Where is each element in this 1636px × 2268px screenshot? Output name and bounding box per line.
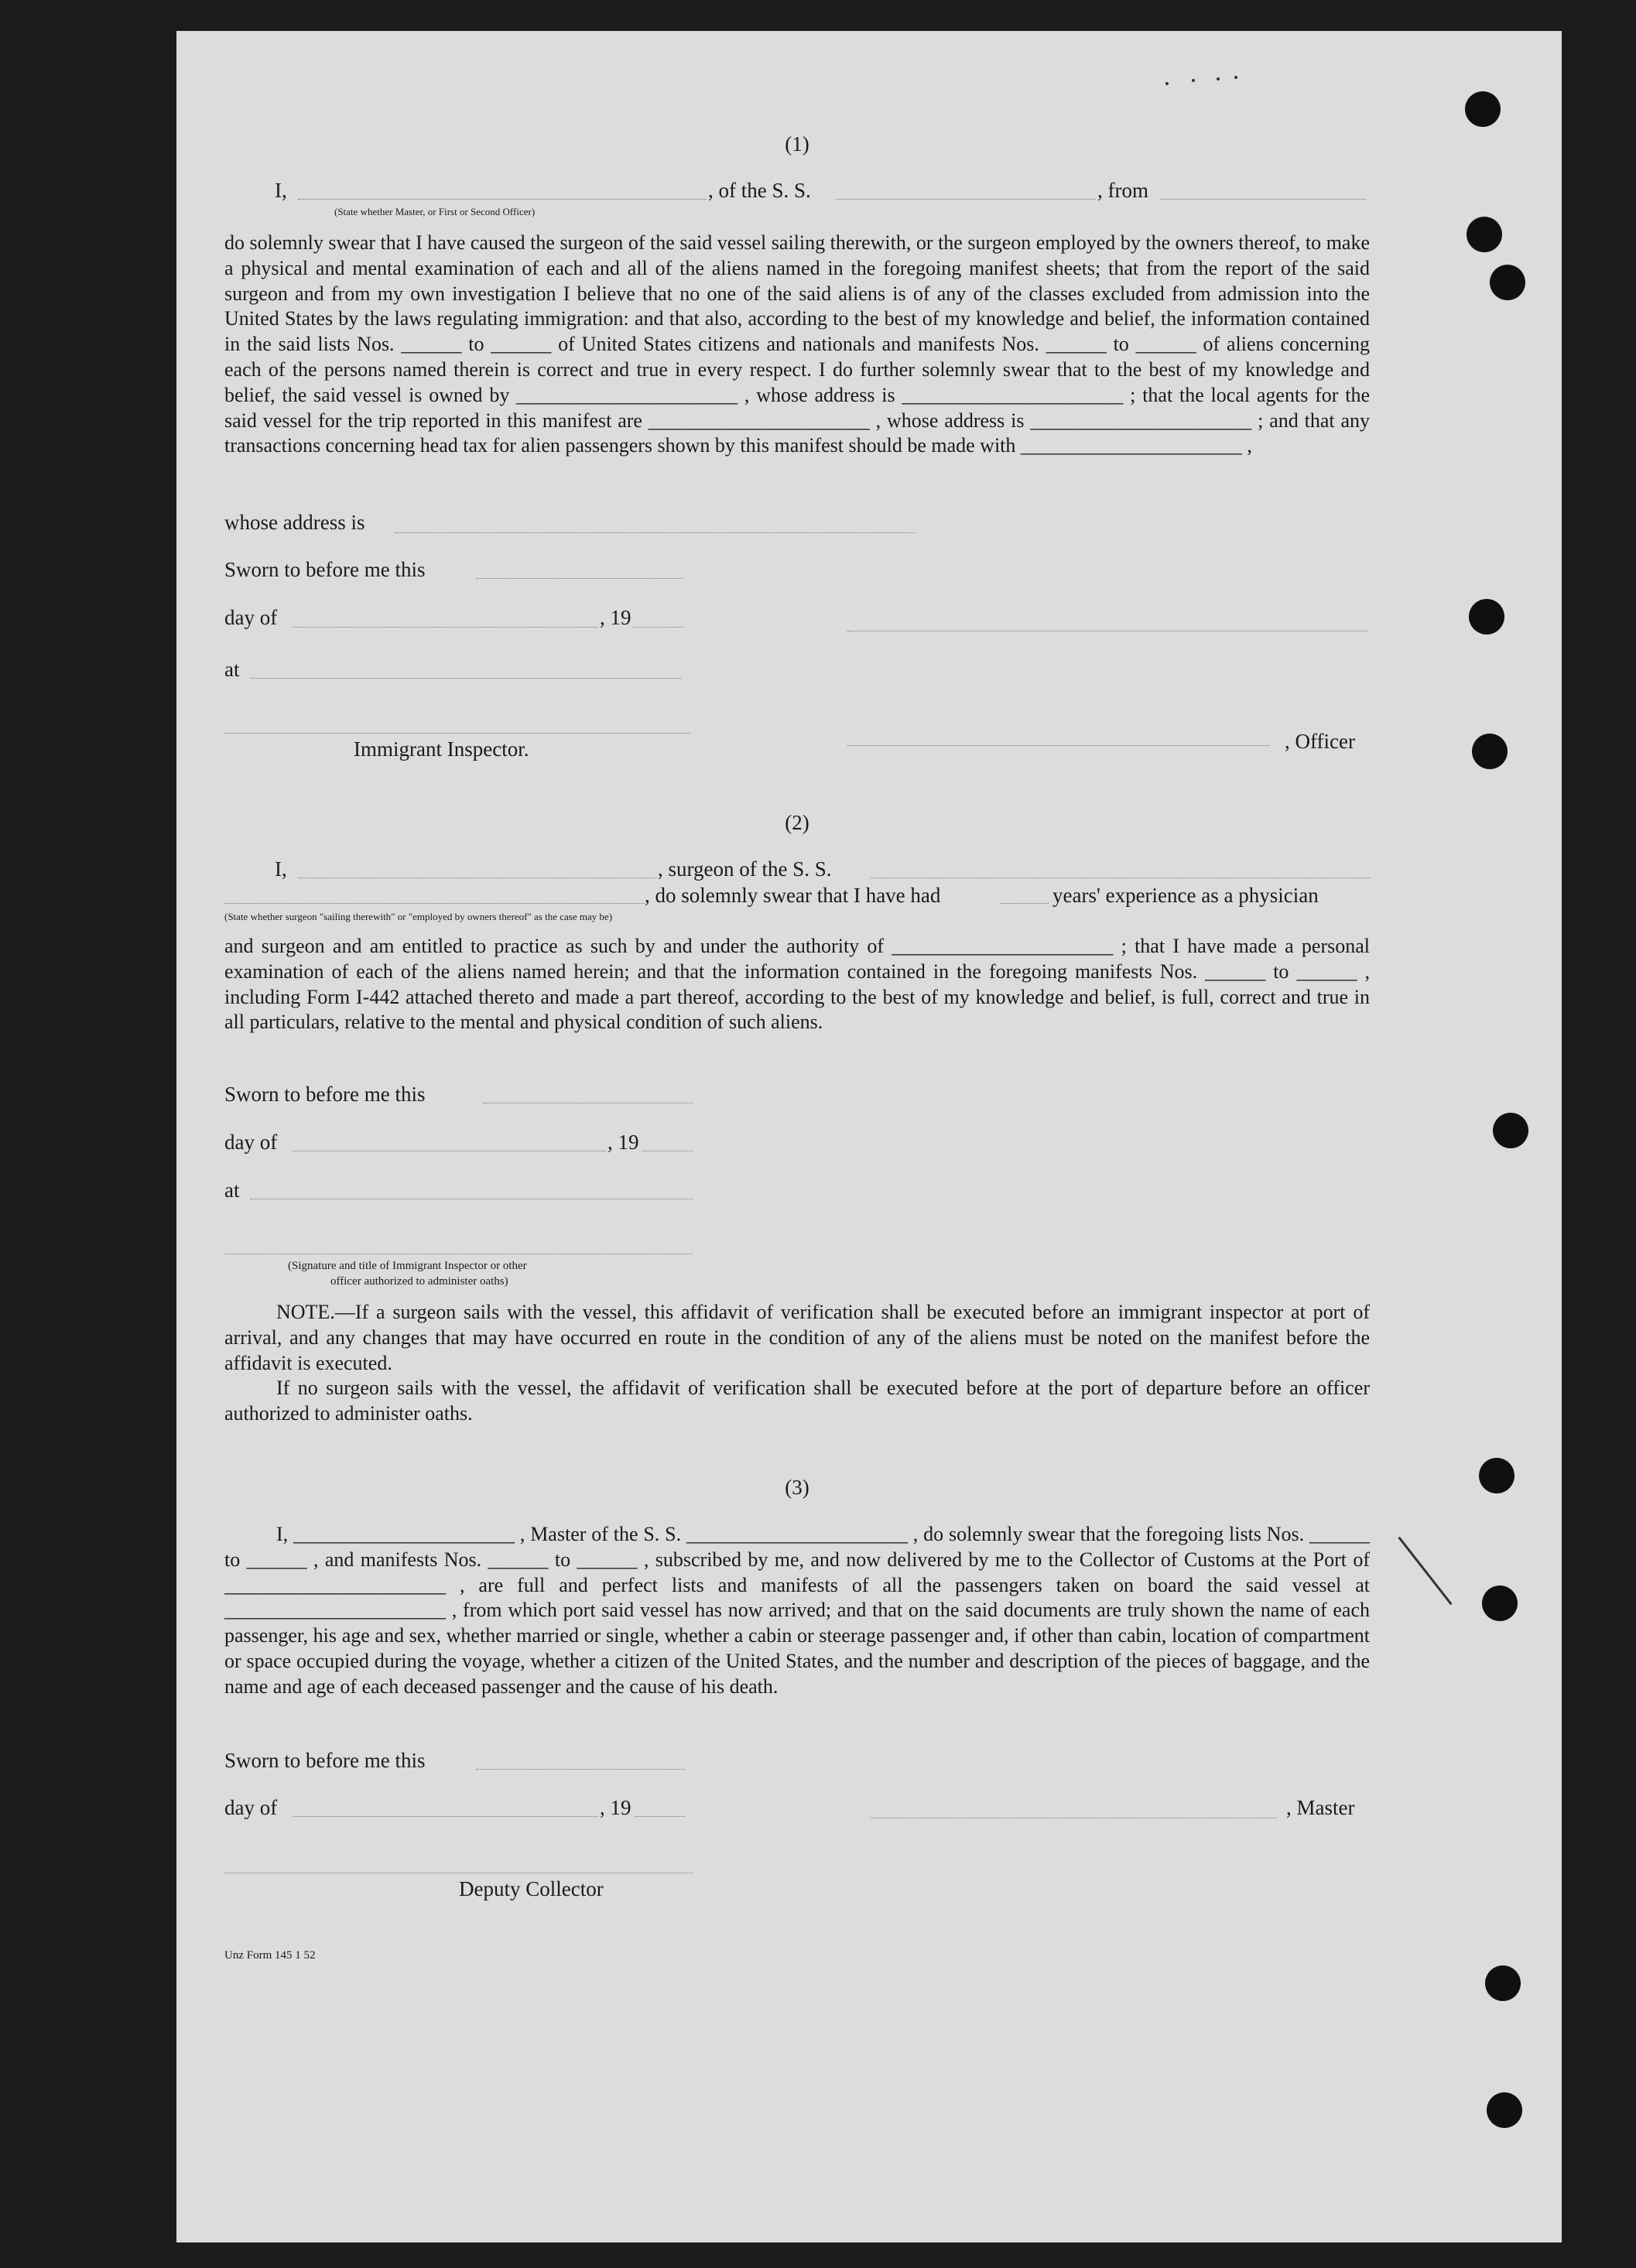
s3-year-label: , 19: [600, 1796, 631, 1819]
form-footer: Unz Form 145 1 52: [224, 1949, 316, 1962]
s2-dayof-label: day of: [224, 1131, 278, 1154]
s2-note-1: NOTE.—If a surgeon sails with the vessel, this affidavit of verification shall be executed before an immigrant inspector at port of arrival, and any changes that may have occurred en route in the condition of any of the aliens must be noted on the manifest before the affidavit is executed.: [224, 1301, 1370, 1374]
s3-body: [224, 1522, 1370, 1700]
s1-from-label: , from: [1097, 179, 1148, 202]
s2-note: [224, 1300, 1370, 1427]
s1-dayof-label: day of: [224, 606, 278, 629]
s1-officer-hint: (State whether Master, or First or Second Officer): [334, 206, 536, 217]
s1-sworn-label: Sworn to before me this: [224, 558, 426, 581]
s2-surgeon-label: , surgeon of the S. S.: [658, 857, 832, 881]
speck-mark: [1217, 77, 1220, 80]
s3-collector-label: Deputy Collector: [459, 1877, 604, 1900]
punch-hole: [1493, 1113, 1528, 1148]
s2-at-label: at: [224, 1178, 240, 1202]
s1-at-label: at: [224, 658, 240, 681]
punch-hole: [1490, 265, 1525, 300]
speck-mark: [1165, 82, 1169, 85]
s2-status-blank[interactable]: [224, 903, 645, 904]
s1-body-last: whose address is: [224, 511, 365, 534]
s1-at-blank[interactable]: [250, 678, 681, 679]
s2-name-blank[interactable]: [298, 877, 656, 878]
s2-note-2: If no surgeon sails with the vessel, the affidavit of verification shall be executed before at the port of departure before an officer authorized to administer oaths.: [224, 1377, 1370, 1425]
section-1-number: (1): [785, 132, 809, 156]
s3-body-text: I, ______________________ , Master of the S. S. ______________________ , do solemnly swear that the foregoing lists Nos. ______ to ______ , and manifests Nos. ______ to ______ , subscribed by me, and now delivered by me to the Collector of Customs at the Port of ______________________ , are full and perfect lists and manifests of all the passengers taken on board the said vessel at ______________________ , from which port said vessel has now arrived; and that on the said documents are truly shown the name of each passenger, his age and sex, whether married or single, whether a cabin or steerage passenger and, if other than cabin, location of compartment or space occupied during the voyage, whether a citizen of the United States, and the number and description of the pieces of baggage, and the name and age of each deceased passenger and the cause of his death.: [224, 1523, 1370, 1698]
s3-sworn-blank[interactable]: [476, 1769, 685, 1770]
s2-ship-blank[interactable]: [871, 877, 1370, 878]
punch-hole: [1485, 1965, 1521, 2001]
s3-sworn-label: Sworn to before me this: [224, 1749, 426, 1772]
s2-sworn-label: Sworn to before me this: [224, 1083, 426, 1106]
s1-of-ss-label: , of the S. S.: [708, 179, 811, 202]
s3-master-label: , Master: [1286, 1796, 1355, 1819]
s1-i-label: I,: [275, 179, 287, 202]
s1-officer-blank[interactable]: [298, 199, 707, 200]
s2-year-label: , 19: [608, 1131, 639, 1154]
punch-hole: [1469, 599, 1504, 635]
s1-day-blank[interactable]: [293, 627, 598, 628]
s3-day-blank[interactable]: [293, 1816, 598, 1817]
punch-hole: [1479, 1458, 1514, 1493]
s1-officer-sign-blank[interactable]: [847, 745, 1269, 746]
section-3-number: (3): [785, 1476, 809, 1499]
s1-inspector-blank[interactable]: [224, 733, 690, 734]
s1-inspector-label: Immigrant Inspector.: [354, 737, 529, 761]
s2-signature-hint-2: officer authorized to administer oaths): [330, 1275, 508, 1288]
s1-ship-blank[interactable]: [836, 199, 1095, 200]
punch-hole: [1465, 91, 1501, 127]
s1-year-blank[interactable]: [633, 627, 683, 628]
speck-mark: [1192, 79, 1195, 82]
s2-body-text: and surgeon and am entitled to practice as such by and under the authority of ______________________ ; that I have made a personal examination of each of the aliens named herein; and that the information contained in the foregoing manifests Nos. ______ to ______ , including Form I-442 attached thereto and made a part thereof, according to the best of my knowledge and belief, is full, correct and true in all particulars, relative to the mental and physical condition of such aliens.: [224, 935, 1370, 1034]
punch-hole: [1487, 2092, 1522, 2128]
s2-signature-hint-1: (Signature and title of Immigrant Inspector or other: [288, 1260, 527, 1272]
section-2-number: (2): [785, 811, 809, 834]
s1-sworn-blank[interactable]: [476, 578, 683, 579]
speck-mark: [1234, 76, 1237, 79]
s2-status-hint: (State whether surgeon "sailing therewith" or "employed by owners thereof" as the case may be): [224, 911, 613, 922]
s1-year-label: , 19: [600, 606, 631, 629]
s1-body-text: do solemnly swear that I have caused the surgeon of the said vessel sailing therewith, or the surgeon employed by the owners thereof, to make a physical and mental examination of each and all of the aliens named in the foregoing manifest sheets; that from the report of the said surgeon and from my own investigation I believe that no one of the said aliens is of any of the classes excluded from admission into the United States by the laws regulating immigration: and that also, according to the best of my knowledge and belief, the information contained in the said lists Nos. ______ to ______ of United States citizens and nationals and manifests Nos. ______ to ______ of aliens concerning each of the persons named therein is correct and true in every respect. I do further solemnly swear that to the best of my knowledge and belief, the said vessel is owned by ______________________ , whose address is ______________________ ; that the local agents for the said vessel for the trip reported in this manifest are ______________________ , whose address is ______________________ ; and that any transactions concerning head tax for alien passengers shown by this manifest should be made with ______________________ ,: [224, 231, 1370, 457]
s1-address-blank[interactable]: [395, 532, 915, 533]
s2-years-label: years' experience as a physician: [1052, 884, 1319, 907]
s2-years-blank[interactable]: [1001, 903, 1049, 904]
s3-dayof-label: day of: [224, 1796, 278, 1819]
s1-from-blank[interactable]: [1161, 199, 1366, 200]
s1-officer-label: , Officer: [1285, 730, 1355, 753]
punch-hole: [1482, 1586, 1518, 1621]
punch-hole: [1467, 217, 1502, 252]
punch-hole: [1472, 734, 1508, 769]
s2-body: [224, 934, 1370, 1035]
s2-i-label: I,: [275, 857, 287, 881]
s1-body: [224, 231, 1370, 459]
s3-year-blank[interactable]: [635, 1816, 685, 1817]
s2-swear-label: , do solemnly swear that I have had: [645, 884, 941, 907]
